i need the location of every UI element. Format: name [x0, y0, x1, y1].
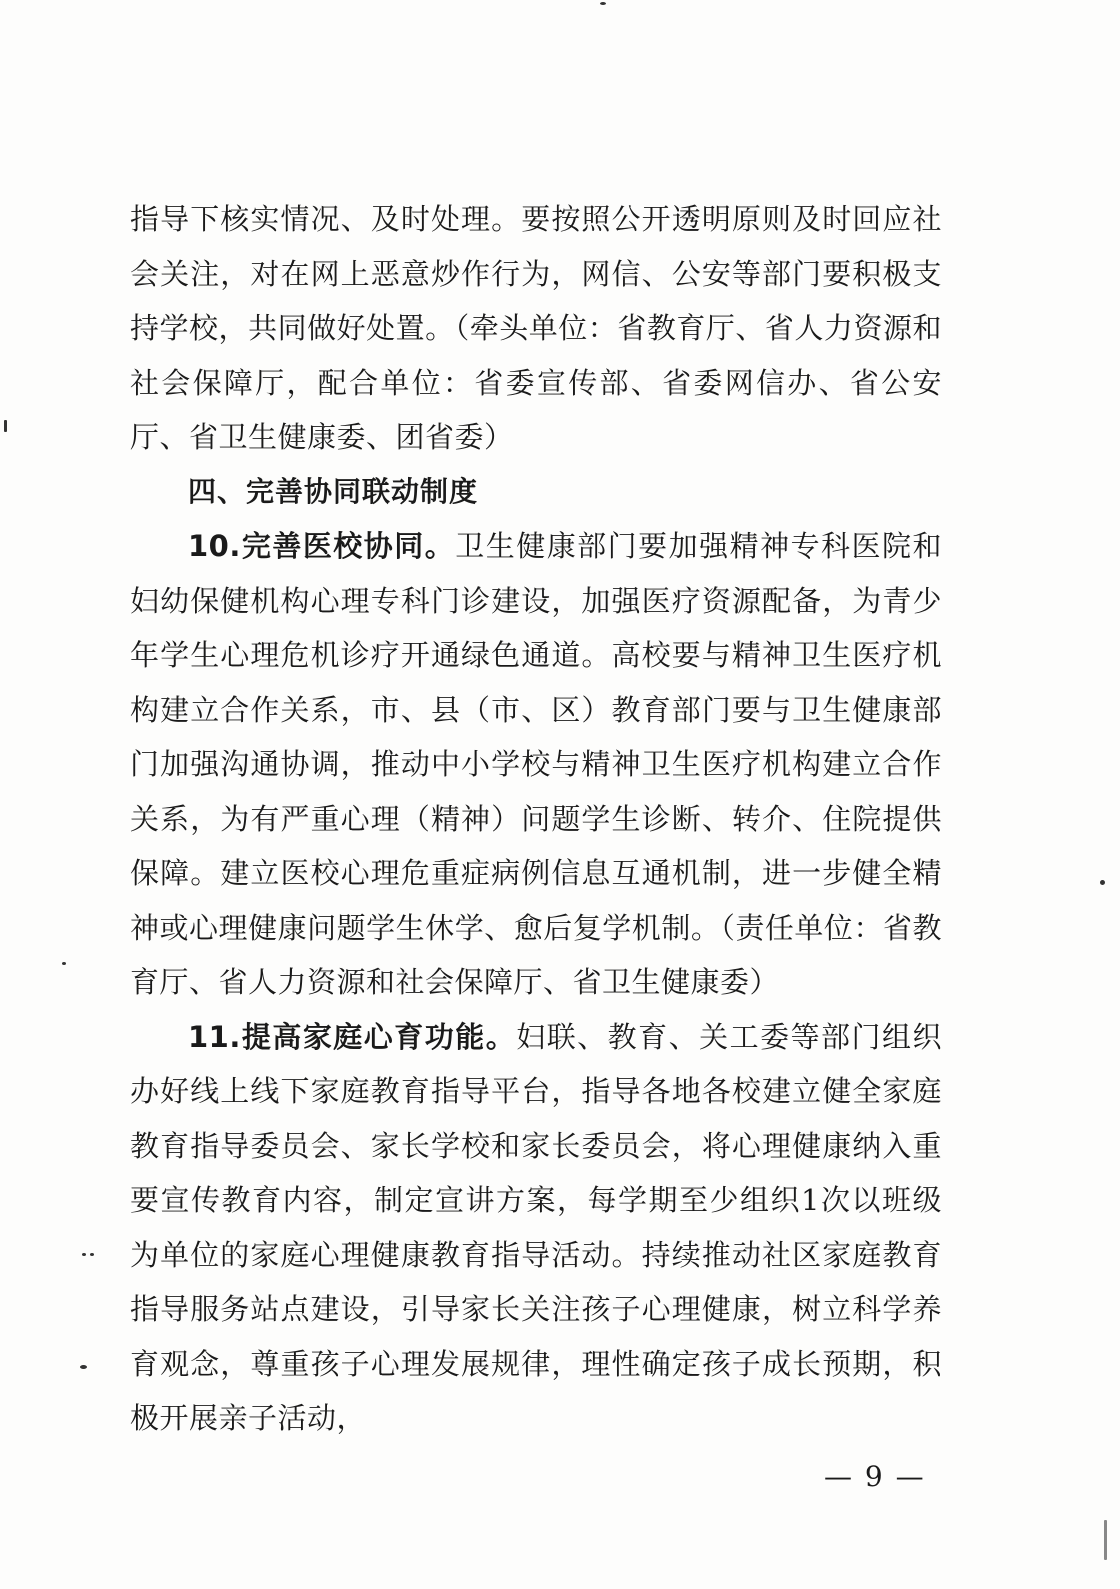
scan-speck — [4, 420, 7, 432]
scan-speck — [1104, 1520, 1107, 1560]
paragraph-continuation: 指导下核实情况、及时处理。要按照公开透明原则及时回应社会关注，对在网上恶意炒作行为，网信、公安等部门要积极支持学校，共同做好处置。（牵头单位：省教育厅、省人力资源和社会保障厅，配合单位：省委宣传部、省委网信办、省公安厅、省卫生健康委、团省委） — [130, 202, 942, 454]
section-heading: 四、完善协同联动制度 — [188, 474, 479, 508]
scan-speck — [90, 1253, 94, 1256]
scan-speck — [1100, 880, 1105, 885]
scan-speck — [600, 2, 606, 5]
item-10-text: 卫生健康部门要加强精神专科医院和妇幼保健机构心理专科门诊建设，加强医疗资源配备，为青少年学生心理危机诊疗开通绿色通道。高校要与精神卫生医疗机构建立合作关系，市、县（市、区）教育部门要与卫生健康部门加强沟通协调，推动中小学校与精神卫生医疗机构建立合作关系，为有严重心理（精神）问题学生诊断、转介、住院提供保障。建立医校心理危重症病例信息互通机制，进一步健全精神或心理健康问题学生休学、愈后复学机制。（责任单位：省教育厅、省人力资源和社会保障厅、省卫生健康委） — [130, 529, 942, 999]
paragraph-item-10 — [130, 519, 942, 1010]
item-11-lead: 11.提高家庭心育功能。 — [188, 1019, 517, 1054]
item-10-lead: 10.完善医校协同。 — [188, 529, 456, 563]
document-body — [130, 192, 942, 1446]
scan-speck — [80, 1365, 87, 1369]
scan-speck — [62, 962, 66, 965]
item-11-text: 妇联、教育、关工委等部门组织办好线上线下家庭教育指导平台，指导各地各校建立健全家庭教育指导委员会、家长学校和家长委员会，将心理健康纳入重要宣传教育内容，制定宣讲方案，每学期至少组织1次以班级为单位的家庭心理健康教育指导活动。持续推动社区家庭教育指导服务站点建设，引导家长关注孩子心理健康，树立科学养育观念，尊重孩子心理发展规律，理性确定孩子成长预期，积极开展亲子活动， — [130, 1019, 942, 1435]
page-number: — 9 — — [824, 1460, 926, 1493]
paragraph-item-11 — [130, 1010, 942, 1446]
scan-speck — [82, 1253, 86, 1256]
